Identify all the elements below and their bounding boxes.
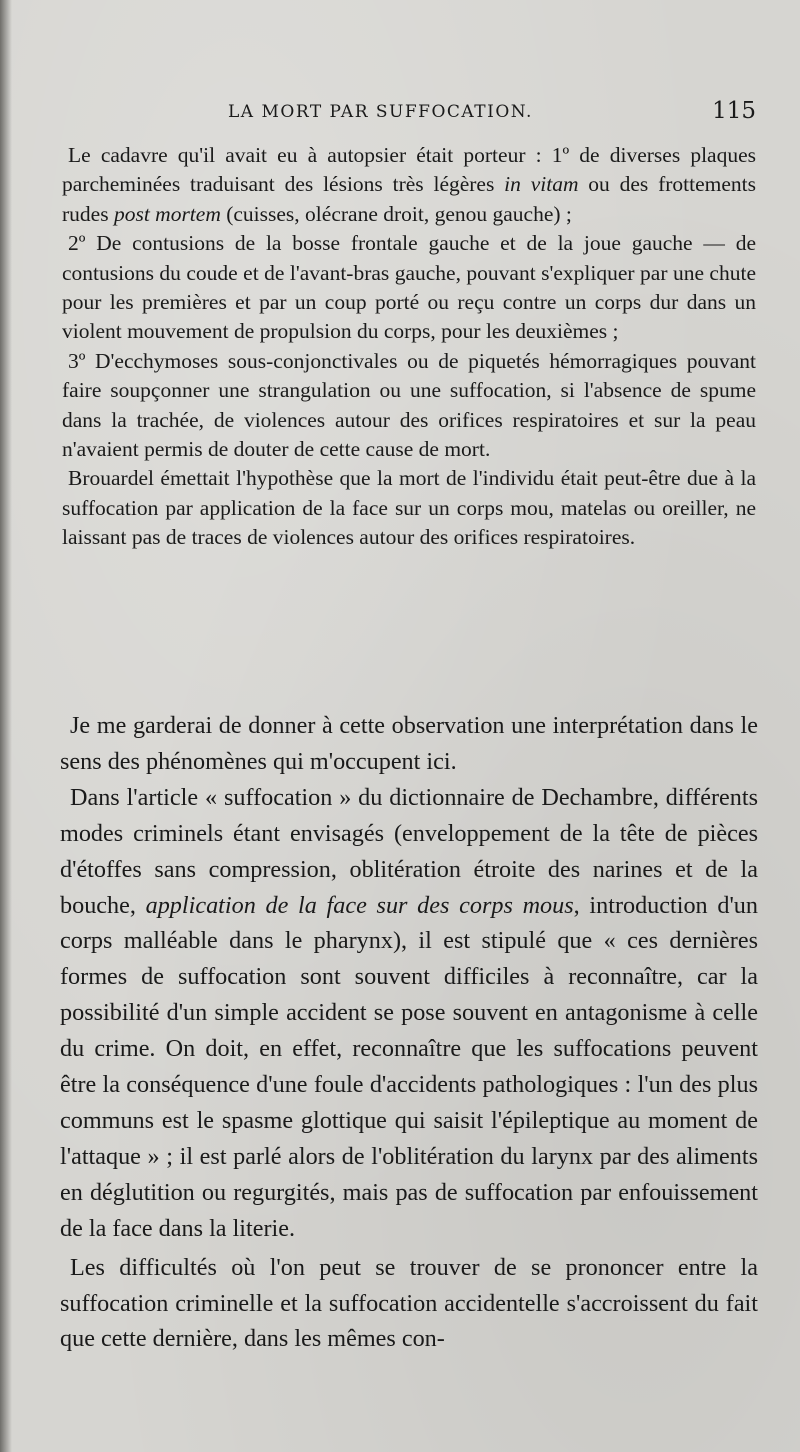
- note-paragraph-4: Brouardel émettait l'hypothèse que la mort de l'individu était peut-être due à la suffocation par application de la face sur un corps mou, matelas ou oreiller, ne laissant pas de traces de violences autour des orifices respiratoires.: [62, 466, 756, 550]
- case-note-block: [62, 141, 756, 553]
- note-p1-text-c: (cuisses, olécrane droit, genou gauche) ;: [220, 201, 572, 226]
- note-paragraph-3: 3º D'ecchymoses sous-conjonctivales ou de piquetés hémorragiques pouvant faire soupçonner une strangulation ou une suffocation, si l'absence de spume dans la trachée, de violences autour des orifices respiratoires et sur la peau n'avaient permis de douter de cette cause de mort.: [62, 348, 756, 462]
- note-p1-text-b: ou des frottements rudes: [62, 172, 757, 226]
- main-p2-italic: application de la face sur des corps mous: [145, 891, 574, 919]
- main-paragraph-3: Les difficultés où l'on peut se trouver de se prononcer entre la suffocation criminelle et la suffocation accidentelle s'accroissent du fait que cette dernière, dans les mêmes con-: [60, 1253, 758, 1353]
- running-title: LA MORT PAR SUFFOCATION.: [228, 102, 533, 122]
- note-paragraph-1: [62, 141, 756, 229]
- page-header: [0, 98, 800, 130]
- main-p2-text-b: , introduction d'un corps malléable dans le pharynx), il est stipulé que « ces dernières formes de suffocation sont souvent difficiles à reconnaître, car la possibilité d'un simple accident se pose souvent en antagonisme à celle du crime. On doit, en effet, reconnaître que les suffocations peuvent être la conséquence d'une foule d'accidents pathologiques : l'un des plus communs est le spasme glottique qui saisit l'épileptique au moment de l'attaque » ; il est parlé alors de l'oblitération du larynx par des aliments en déglutition ou regurgités, mais pas de suffocation par enfouissement de la face dans la literie.: [60, 891, 758, 1242]
- main-p2-text-a: Dans l'article « suffocation » du dictionnaire de Dechambre, différents modes criminels étant envisagés (enveloppement de la tête de pièces d'étoffes sans compression, oblitération étroite des narines et de la bouche,: [60, 783, 758, 919]
- note-p1-italic-b: post mortem: [113, 201, 221, 226]
- note-p1-text-a: Le cadavre qu'il avait eu à autopsier était porteur : 1º de diverses plaques parcheminées traduisant des lésions très légères: [62, 143, 756, 197]
- main-paragraph-1: Je me garderai de donner à cette observation une interprétation dans le sens des phénomènes qui m'occupent ici.: [60, 712, 758, 775]
- page-number: 115: [712, 98, 756, 124]
- main-text-block: [60, 708, 758, 1357]
- note-paragraph-2: 2º De contusions de la bosse frontale gauche et de la joue gauche — de contusions du coude et de l'avant-bras gauche, pouvant s'expliquer par une chute pour les premières et par un coup porté ou reçu contre un corps dur dans un violent mouvement de propulsion du corps, pour les deuxièmes ;: [62, 231, 756, 344]
- main-paragraph-2: [60, 780, 758, 1247]
- note-p1-italic-a: in vitam: [504, 172, 579, 197]
